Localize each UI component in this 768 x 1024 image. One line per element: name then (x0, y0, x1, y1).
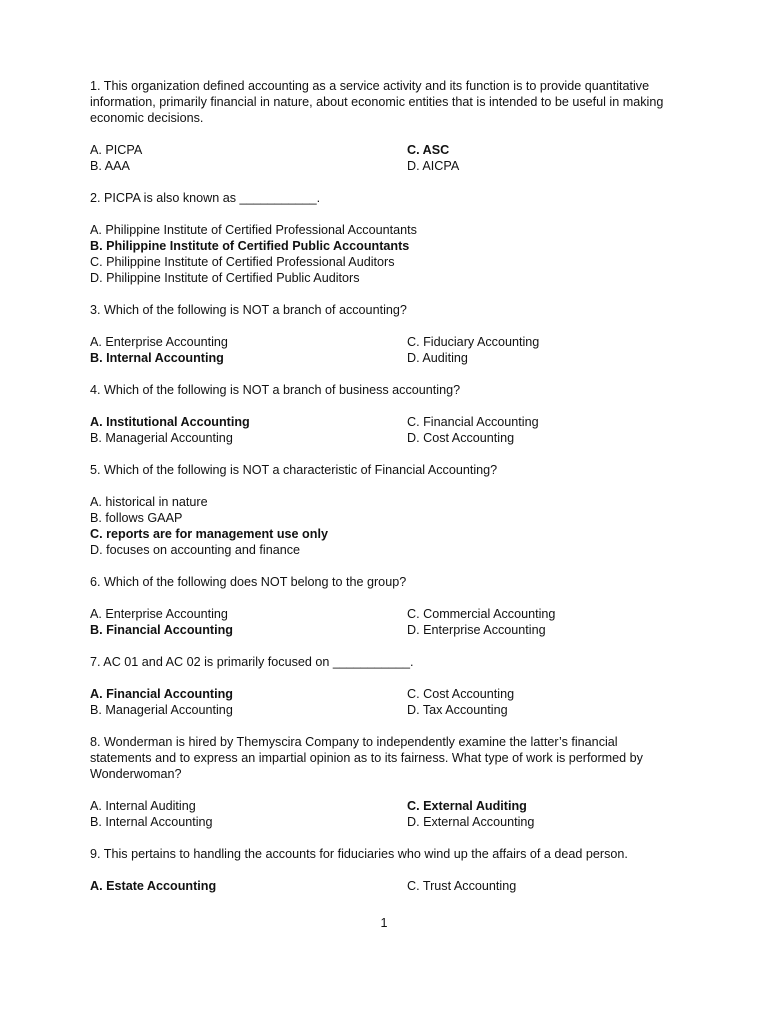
question-text: 3. Which of the following is NOT a branch of accounting? (90, 303, 407, 317)
option-b: B. AAA (90, 159, 130, 173)
option-c: C. Commercial Accounting (407, 607, 556, 621)
option-a-correct: A. Institutional Accounting (90, 415, 250, 429)
question-text: 8. Wonderman is hired by Themyscira Company to independently examine the latter’s financial statements and to express an impartial opinion as to its fairness. What type of work is performed by Wonderwoman? (90, 735, 643, 781)
question-text: 9. This pertains to handling the accounts for fiduciaries who wind up the affairs of a dead person. (90, 847, 628, 861)
option-d: D. Cost Accounting (407, 431, 515, 445)
option-c: C. Cost Accounting (407, 687, 515, 701)
option-d: D. External Accounting (407, 815, 535, 829)
question-text: 7. AC 01 and AC 02 is primarily focused on ___________. (90, 655, 414, 669)
question-text: 6. Which of the following does NOT belong to the group? (90, 575, 407, 589)
option-d: D. Philippine Institute of Certified Public Auditors (90, 271, 360, 285)
question-9 (90, 846, 680, 894)
option-d: D. focuses on accounting and finance (90, 543, 301, 557)
option-b: B. Managerial Accounting (90, 431, 233, 445)
option-b-correct: B. Financial Accounting (90, 623, 233, 637)
option-b: B. Managerial Accounting (90, 703, 233, 717)
question-text: 4. Which of the following is NOT a branch of business accounting? (90, 383, 461, 397)
option-c-correct: C. reports are for management use only (90, 527, 328, 541)
question-text: 5. Which of the following is NOT a characteristic of Financial Accounting? (90, 463, 498, 477)
question-2 (90, 190, 680, 286)
option-a: A. Enterprise Accounting (90, 335, 228, 349)
answer-options (90, 686, 680, 718)
option-c: C. Trust Accounting (407, 879, 517, 893)
question-5 (90, 462, 680, 558)
answer-options (90, 494, 680, 558)
question-8 (90, 734, 680, 830)
answer-options (90, 878, 680, 894)
answer-options (90, 798, 680, 830)
option-b: B. Internal Accounting (90, 815, 213, 829)
option-a: A. Enterprise Accounting (90, 607, 228, 621)
option-c: C. Financial Accounting (407, 415, 539, 429)
answer-options (90, 222, 680, 286)
option-a: A. Philippine Institute of Certified Professional Accountants (90, 223, 417, 237)
question-7 (90, 654, 680, 718)
question-text: 2. PICPA is also known as ___________. (90, 191, 321, 205)
answer-options (90, 142, 680, 174)
answer-options (90, 334, 680, 366)
option-d: D. AICPA (407, 159, 460, 173)
option-d: D. Tax Accounting (407, 703, 508, 717)
option-c: C. Fiduciary Accounting (407, 335, 540, 349)
option-b: B. follows GAAP (90, 511, 183, 525)
question-6 (90, 574, 680, 638)
option-a: A. Internal Auditing (90, 799, 196, 813)
option-a: A. historical in nature (90, 495, 208, 509)
option-b-correct: B. Philippine Institute of Certified Public Accountants (90, 239, 410, 253)
option-c-correct: C. ASC (407, 143, 450, 157)
option-d: D. Auditing (407, 351, 468, 365)
option-a-correct: A. Estate Accounting (90, 879, 217, 893)
question-text: 1. This organization defined accounting as a service activity and its function is to provide quantitative information, primarily financial in nature, about economic entities that is intended to be useful in making economic decisions. (90, 79, 664, 125)
question-3 (90, 302, 680, 366)
option-c-correct: C. External Auditing (407, 799, 527, 813)
option-c: C. Philippine Institute of Certified Professional Auditors (90, 255, 395, 269)
option-a: A. PICPA (90, 143, 143, 157)
option-b-correct: B. Internal Accounting (90, 351, 224, 365)
question-list (90, 78, 680, 910)
answer-options (90, 606, 680, 638)
answer-options (90, 414, 680, 446)
question-4 (90, 382, 680, 446)
option-d: D. Enterprise Accounting (407, 623, 546, 637)
option-a-correct: A. Financial Accounting (90, 687, 233, 701)
question-1 (90, 78, 680, 174)
page-number: 1 (380, 916, 388, 930)
